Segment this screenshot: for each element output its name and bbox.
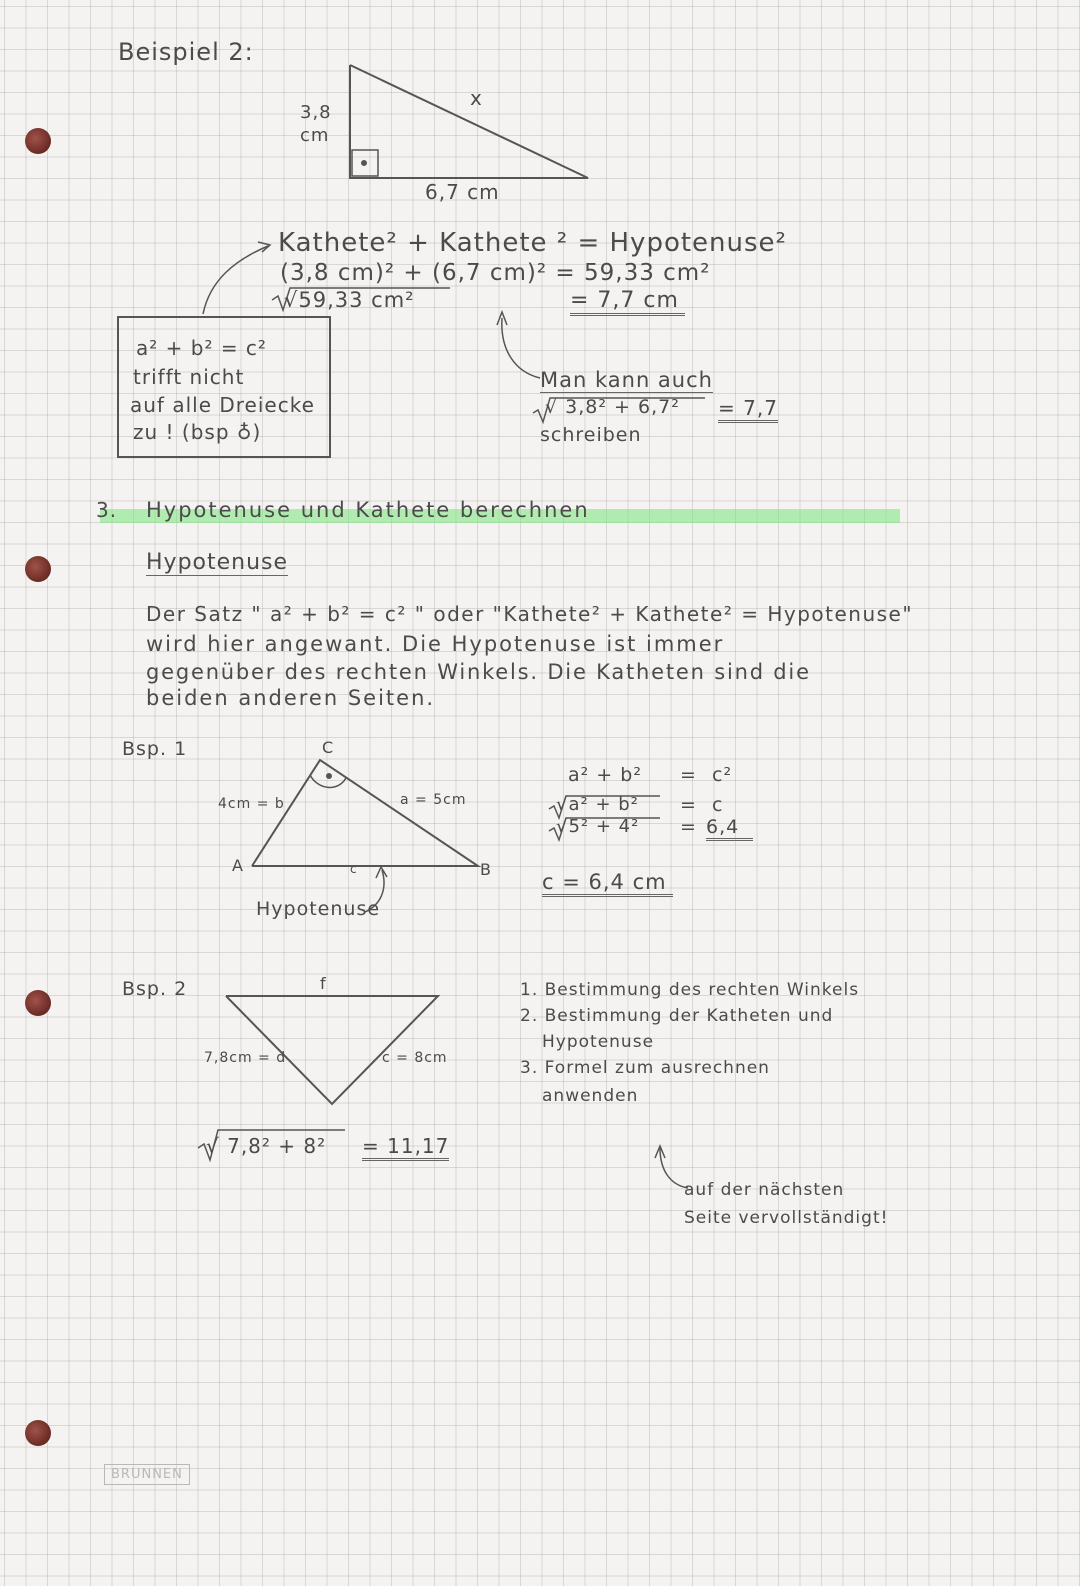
bsp1-calc-l1-left: a² + b² [568,764,642,786]
paragraph-line-3: gegenüber des rechten Winkels. Die Katheten sind die [146,660,811,684]
paragraph-line-2: wird hier angewant. Die Hypotenuse ist immer [146,632,725,656]
bsp1-calc-l2-right: c [712,794,724,816]
formula-line-4: = 7,7 cm [570,288,685,316]
note-box-line-2: trifft nicht [133,365,245,389]
step-2: 2. Bestimmung der Katheten und [520,1006,834,1026]
step-3-cont: anwenden [542,1086,639,1106]
tri1-hyp-label: x [470,86,483,110]
side-note-line-4: schreiben [540,424,642,446]
bsp1-side-a: a = 5cm [400,792,467,808]
side-note-line-3: = 7,7 [718,396,778,423]
bsp1-calc-l2-eq: = [680,794,697,816]
bsp2-label: Bsp. 2 [122,978,188,1000]
step-1: 1. Bestimmung des rechten Winkels [520,980,860,1000]
bsp1-vertex-c: C [322,738,335,757]
bsp1-calc-l1-eq: = [680,764,697,786]
subheading-hypotenuse: Hypotenuse [146,550,289,575]
step-3: 3. Formel zum ausrechnen [520,1058,770,1078]
triangle-1 [350,65,588,178]
formula-line-3: √59,33 cm² [284,288,415,312]
bsp1-vertex-a: A [232,856,244,875]
tri1-side-a-label: 3,8 [300,102,332,123]
bsp1-calc-l3-right: 6,4 [706,816,753,841]
formula-line-2: (3,8 cm)² + (6,7 cm)² = 59,33 cm² [280,260,711,286]
bsp1-calc-l1-right: c² [712,764,733,786]
note-box-line-1: a² + b² = c² [136,336,267,360]
footnote-line-1: auf der nächsten [684,1180,845,1200]
section-3-title: Hypotenuse und Kathete berechnen [146,498,590,522]
bsp1-side-b: 4cm = b [218,796,285,812]
bsp1-hypotenuse-label: Hypotenuse [256,898,381,920]
bsp2-result: = 11,17 [362,1134,449,1161]
tri1-side-a-unit: cm [300,125,330,146]
bsp2-side-c: c = 8cm [382,1050,448,1066]
side-note-line-1: Man kann auch [540,368,713,392]
note-box-line-3: auf alle Dreiecke [130,393,315,417]
bsp1-vertex-b: B [480,860,492,879]
arrow-note-up [502,318,540,378]
heading-beispiel-2: Beispiel 2: [118,38,254,66]
bsp1-label: Bsp. 1 [122,738,188,760]
bsp1-result: c = 6,4 cm [542,870,673,897]
bsp2-side-f: f [320,974,327,993]
bsp2-side-d: 7,8cm = d [204,1050,287,1066]
bsp1-calc-l2-left: √a² + b² [556,794,639,815]
bsp1-side-c: c [350,862,358,876]
brand-logo: BRUNNEN [104,1464,190,1485]
paragraph-line-4: beiden anderen Seiten. [146,686,436,710]
bsp1-calc-l3-eq: = [680,816,697,838]
arrow-box-to-formula [203,246,268,314]
side-note-line-2: √ 3,8² + 6,7² [545,396,680,418]
section-3-number: 3. [96,498,118,522]
formula-line-1: Kathete² + Kathete ² = Hypotenuse² [278,228,787,258]
bsp1-calc-l3-left: √5² + 4² [556,816,640,837]
step-2-cont: Hypotenuse [542,1032,655,1052]
tri1-side-b-label: 6,7 cm [425,180,500,204]
footnote-line-2: Seite vervollständigt! [684,1208,889,1228]
paragraph-line-1: Der Satz " a² + b² = c² " oder "Kathete² + Kathete² = Hypotenuse" [146,602,914,626]
note-box-line-4: zu ! (bsp ♁) [133,420,262,444]
triangle-bsp1 [252,760,478,866]
bsp2-calc: √ 7,8² + 8² [206,1134,327,1158]
